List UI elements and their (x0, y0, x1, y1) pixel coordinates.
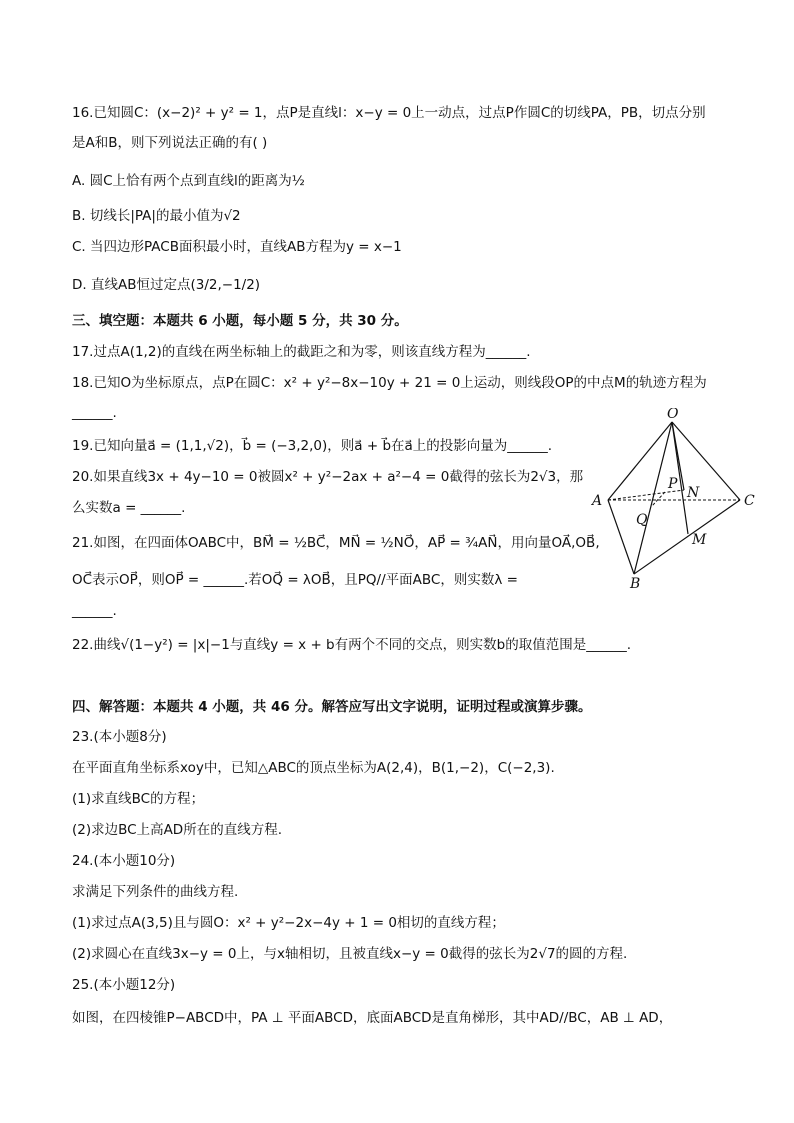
section-three-heading: 三、填空题：本题共 6 小题，每小题 5 分，共 30 分。 (72, 313, 408, 329)
label-c: C (744, 493, 755, 509)
question-23-heading: 23.(本小题8分) (72, 729, 167, 745)
section-four-heading: 四、解答题：本题共 4 小题，共 46 分。解答应写出文字说明，证明过程或演算步骤。 (72, 699, 592, 715)
edge-oc (672, 422, 740, 500)
question-21-line-1: 21.如图，在四面体OABC中，BM⃗ = ½BC⃗，MN⃗ = ½NO⃗，AP⃗ = ¾AN⃗，用向量OA⃗,OB⃗, (72, 535, 600, 551)
question-21-line-3: ______. (72, 603, 117, 619)
question-16-line-2: 是A和B，则下列说法正确的有( ) (72, 135, 268, 151)
option-b: B. 切线长|PA|的最小值为√2 (72, 208, 241, 224)
option-c: C. 当四边形PACB面积最小时，直线AB方程为y = x−1 (72, 239, 402, 255)
question-22: 22.曲线√(1−y²) = |x|−1与直线y = x + b有两个不同的交点，则实数b的取值范围是______. (72, 637, 631, 653)
question-17: 17.过点A(1,2)的直线在两坐标轴上的截距之和为零，则该直线方程为______. (72, 344, 531, 360)
label-m: M (692, 532, 707, 548)
question-20-line-1: 20.如果直线3x + 4y−10 = 0被圆x² + y²−2ax + a²−4 = 0截得的弦长为2√3，那 (72, 469, 584, 485)
question-18-line-2: ______. (72, 405, 117, 421)
option-a: A. 圆C上恰有两个点到直线l的距离为½ (72, 173, 305, 189)
question-25-stem: 如图，在四棱锥P−ABCD中，PA ⊥ 平面ABCD，底面ABCD是直角梯形，其中AD//BC，AB ⊥ AD， (72, 1010, 673, 1026)
question-16-line-1: 16.已知圆C：(x−2)² + y² = 1，点P是直线l：x−y = 0上一动点，过点P作圆C的切线PA，PB，切点分别 (72, 105, 706, 121)
option-d: D. 直线AB恒过定点(3/2,−1/2) (72, 277, 261, 293)
question-24-heading: 24.(本小题10分) (72, 853, 176, 869)
question-24-stem: 求满足下列条件的曲线方程. (72, 884, 239, 900)
label-b: B (630, 576, 641, 588)
question-23-part-1: (1)求直线BC的方程； (72, 791, 205, 807)
label-p: P (668, 476, 678, 492)
tetrahedron-figure (588, 408, 764, 588)
question-24-part-1: (1)求过点A(3,5)且与圆O：x² + y²−2x−4y + 1 = 0相切的直线方程； (72, 915, 505, 931)
label-n: N (687, 485, 700, 501)
label-o: O (667, 408, 679, 422)
question-25-heading: 25.(本小题12分) (72, 977, 176, 993)
label-q: Q (636, 512, 648, 528)
edge-ab (608, 500, 634, 574)
question-23-part-2: (2)求边BC上高AD所在的直线方程. (72, 822, 282, 838)
question-24-part-2: (2)求圆心在直线3x−y = 0上，与x轴相切，且被直线x−y = 0截得的弦长为2√7的圆的方程. (72, 946, 628, 962)
question-20-line-2: 么实数a = ______. (72, 500, 186, 516)
label-a: A (592, 493, 603, 509)
question-18-line-1: 18.已知O为坐标原点，点P在圆C：x² + y²−8x−10y + 21 = 0上运动，则线段OP的中点M的轨迹方程为 (72, 375, 707, 391)
question-21-line-2: OC⃗表示OP⃗，则OP⃗ = ______.若OQ⃗ = λOB⃗，且PQ//平面ABC，则实数λ = (72, 572, 518, 588)
question-19: 19.已知向量a⃗ = (1,1,√2)，b⃗ = (−3,2,0)，则a⃗ + b⃗在a⃗上的投影向量为______. (72, 438, 553, 454)
question-23-stem: 在平面直角坐标系xoy中，已知△ABC的顶点坐标为A(2,4)，B(1,−2)，C(−2,3). (72, 760, 555, 776)
